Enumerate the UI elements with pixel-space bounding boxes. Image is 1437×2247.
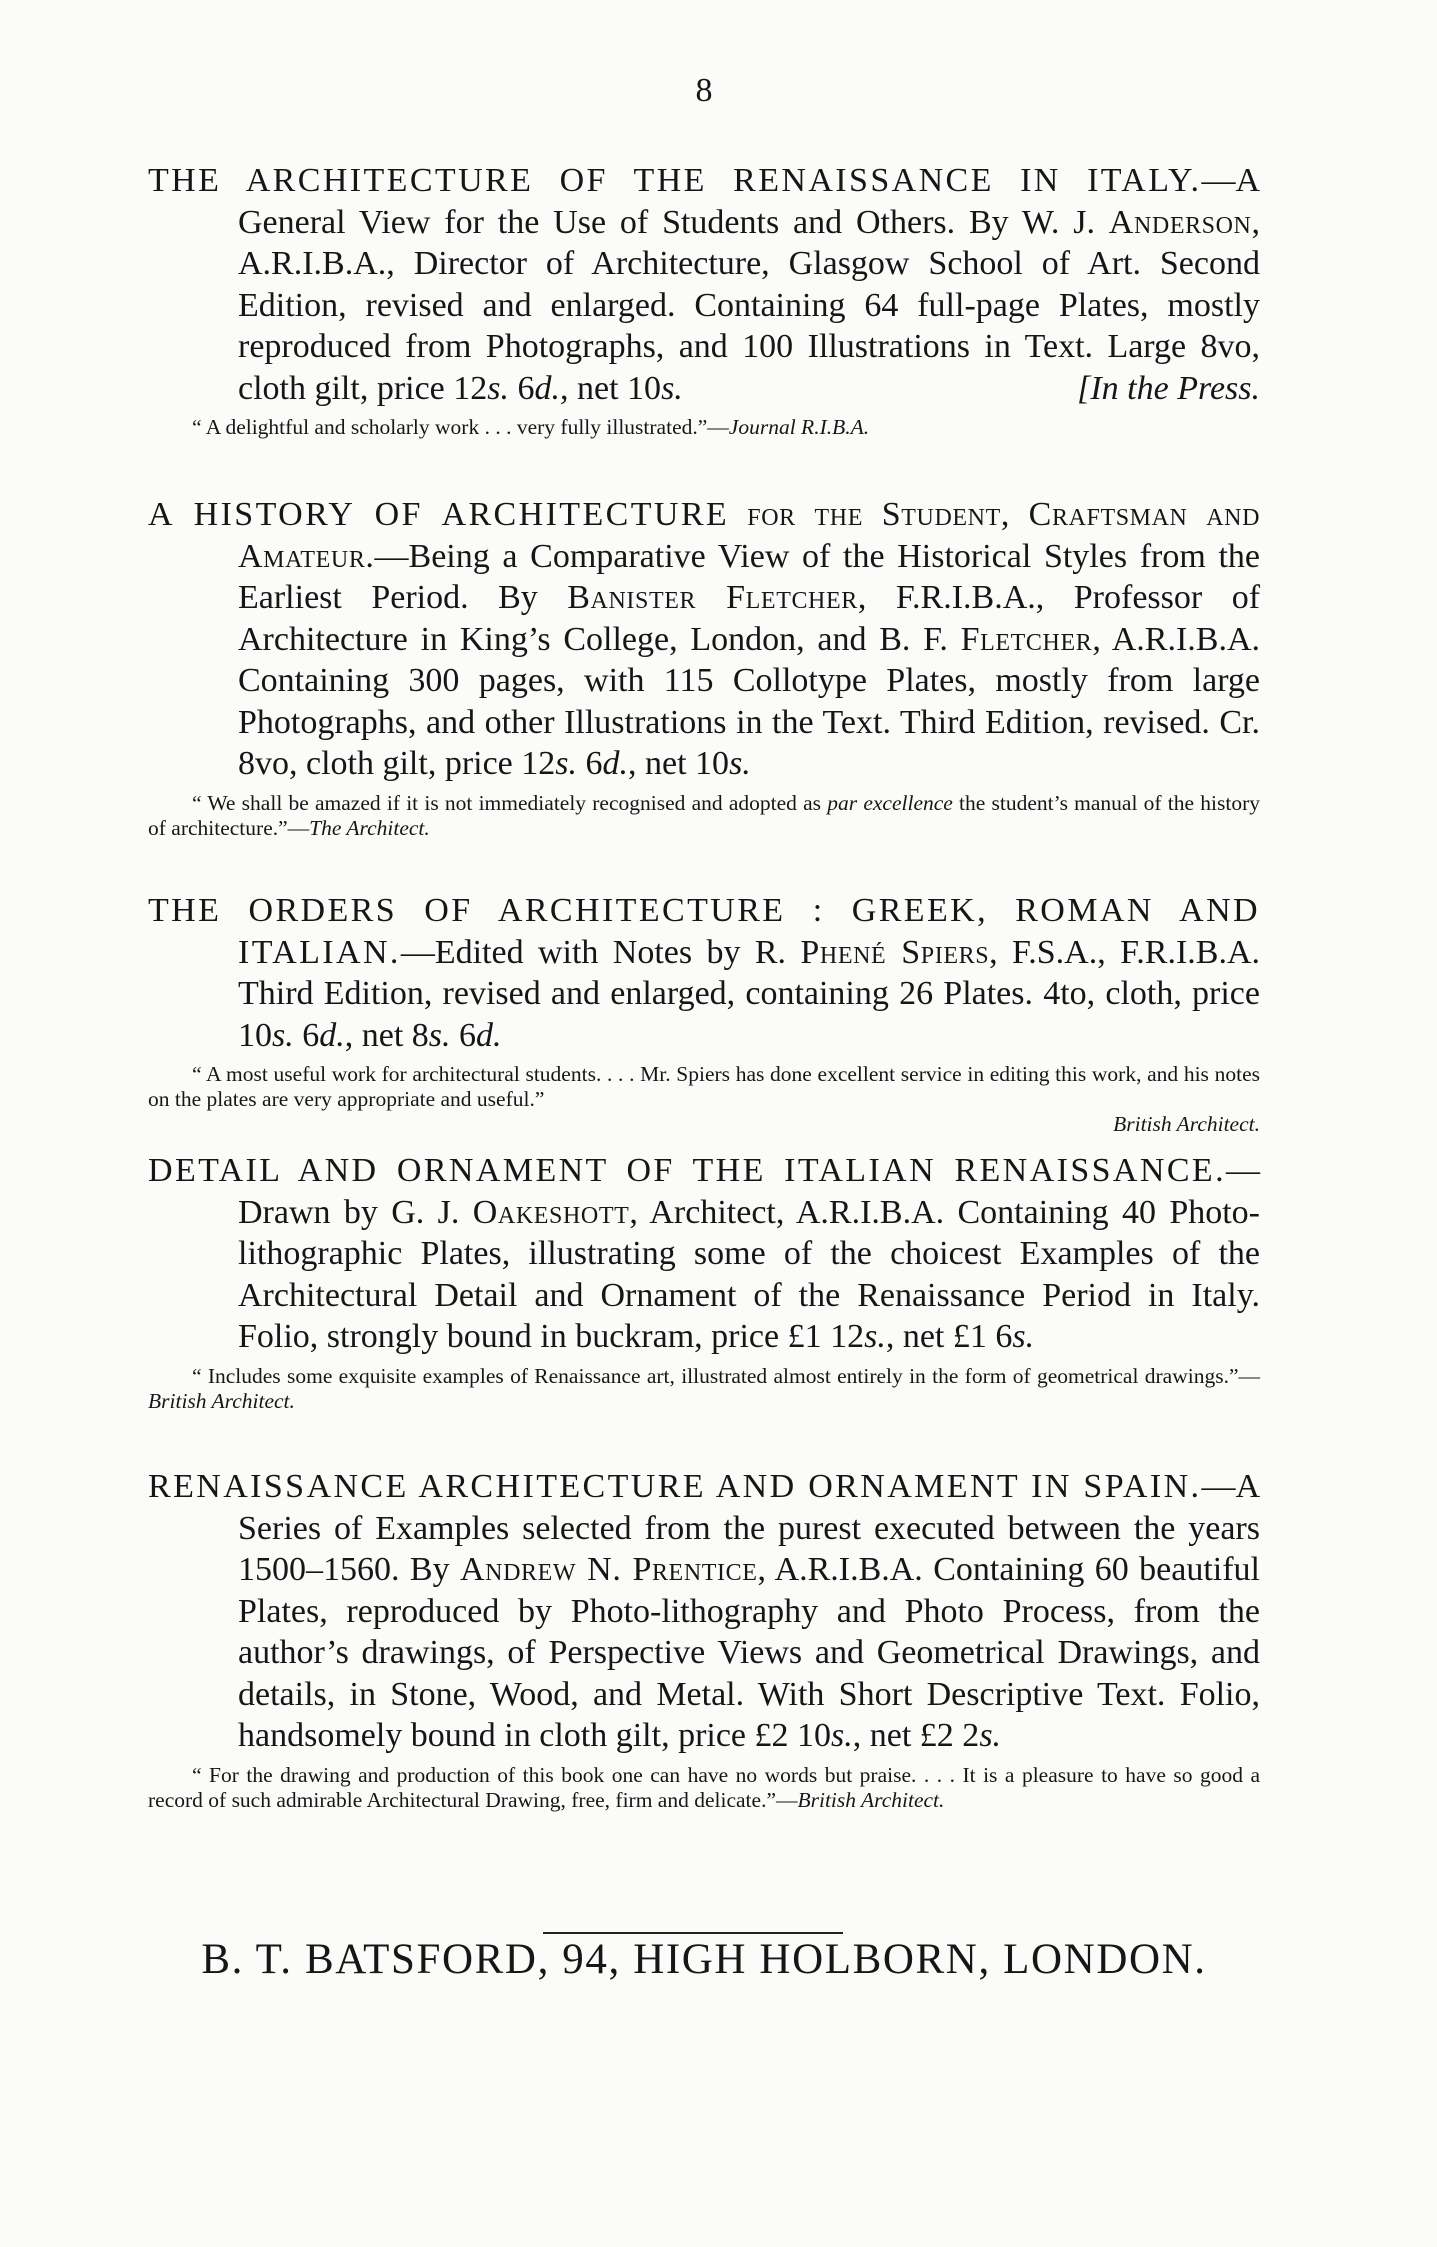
entry-text: A HISTORY OF ARCHITECTURE for the Student, Craftsman and Amateur.—Being a Comparative View of the Historical Styles from the Earliest Period. By Banister Fletcher, F.R.I.B.A., Professor of Architecture in King’s College, London, and B. F. Fletcher, A.R.I.B.A. Containing 300 pages, with 115 Collotype Plates, mostly from large Photographs, and other Illustrations in the Text. Third Edition, revised. Cr. 8vo, cloth gilt, price 12s. 6d., net 10s. (148, 496, 1261, 782)
author-name: Fletcher (960, 620, 1093, 658)
publisher-imprint: B. T. BATSFORD, 94, HIGH HOLBORN, LONDON. (201, 1936, 1207, 1983)
page-number: 8 (695, 72, 713, 109)
review-source: British Architect. (148, 1388, 295, 1413)
author-name: Banister Fletcher (567, 579, 858, 616)
entry-title: DETAIL AND ORNAMENT OF THE ITALIAN RENAISSANCE. (148, 1152, 1226, 1189)
review-source: The Architect. (309, 815, 430, 840)
entry-text: RENAISSANCE ARCHITECTURE AND ORNAMENT IN SPAIN.—A Series of Examples selected from the purest executed between the years 1500–1560. By Andrew N. Prentice, A.R.I.B.A. Containing 60 beautiful Plates, reproduced by Photo-lithography and Photo Process, from the author’s drawings, of Perspective Views and Geometrical Drawings, and details, in Stone, Wood, and Metal. With Short Descriptive Text. Folio, handsomely bound in cloth gilt, price £2 10s., net £2 2s. (148, 1468, 1261, 1754)
review-source: British Architect. (797, 1787, 945, 1812)
review-quote: “ A most useful work for architectural students. . . . Mr. Spiers has done excellent service in editing this work, and his notes on the plates are very appropriate and useful.” (148, 1062, 1260, 1111)
review-quote: “ A delightful and scholarly work . . . very fully illustrated.”—Journal R.I.B.A. (192, 415, 870, 439)
book-entry-orders-of-architecture (148, 890, 1260, 1137)
author-name: Andrew N. Prentice (460, 1551, 758, 1588)
book-entry-detail-and-ornament (148, 1150, 1260, 1414)
review-quote: “ Includes some exquisite examples of Renaissance art, illustrated almost entirely in the form of geometrical drawings.”—British Architect. (148, 1363, 1260, 1413)
review-quote: “ We shall be amazed if it is not immediately recognised and adopted as par excellence the student’s manual of the history of architecture.”—The Architect. (148, 790, 1260, 840)
book-entry-renaissance-spain (148, 1466, 1260, 1813)
entry-title: RENAISSANCE ARCHITECTURE AND ORNAMENT IN SPAIN. (148, 1468, 1202, 1505)
entry-text: THE ARCHITECTURE OF THE RENAISSANCE IN ITALY.—A General View for the Use of Students and Others. By W. J. Anderson, A.R.I.B.A., Director of Architecture, Glasgow School of Art. Second Edition, revised and enlarged. Containing 64 full-page Plates, mostly reproduced from Photographs, and 100 Illustrations in Text. Large 8vo, cloth gilt, price 12s. 6d., net 10s. [In the Press. (148, 160, 1260, 409)
in-press-note: [In the Press. (1077, 369, 1260, 407)
entry-title: THE ARCHITECTURE OF THE RENAISSANCE IN ITALY. (148, 162, 1202, 199)
entry-text: DETAIL AND ORNAMENT OF THE ITALIAN RENAISSANCE.—Drawn by G. J. Oakeshott, Architect, A.R.I.B.A. Containing 40 Photo-lithographic Plates, illustrating some of the choicest Examples of the Architectural Detail and Ornament of the Renaissance Period in Italy. Folio, strongly bound in buckram, price £1 12s., net £1 6s. (148, 1152, 1261, 1355)
author-name: Oakeshott (472, 1193, 630, 1231)
review-source: British Architect. (1113, 1112, 1260, 1136)
book-entry-history-of-architecture (148, 494, 1260, 841)
author-name: Phené Spiers (800, 933, 990, 971)
entry-title: A HISTORY OF ARCHITECTURE (148, 496, 730, 533)
catalogue-page (148, 0, 1260, 2247)
book-entry-renaissance-italy (148, 160, 1260, 440)
footer-rule (543, 1932, 843, 1934)
entry-title: THE ORDERS OF ARCHITECTURE : GREEK, ROMAN AND ITALIAN. (148, 892, 1260, 971)
entry-text: THE ORDERS OF ARCHITECTURE : GREEK, ROMAN AND ITALIAN.—Edited with Notes by R. Phené Spiers, F.S.A., F.R.I.B.A. Third Edition, revised and enlarged, containing 26 Plates. 4to, cloth, price 10s. 6d., net 8s. 6d. (148, 892, 1260, 1054)
review-quote: “ For the drawing and production of this book one can have no words but praise. . . . It is a pleasure to have so good a record of such admirable Architectural Drawing, free, firm and delicate.”—British Architect. (148, 1762, 1260, 1812)
review-source: Journal R.I.B.A. (728, 415, 870, 439)
author-name: Anderson (1108, 203, 1252, 241)
